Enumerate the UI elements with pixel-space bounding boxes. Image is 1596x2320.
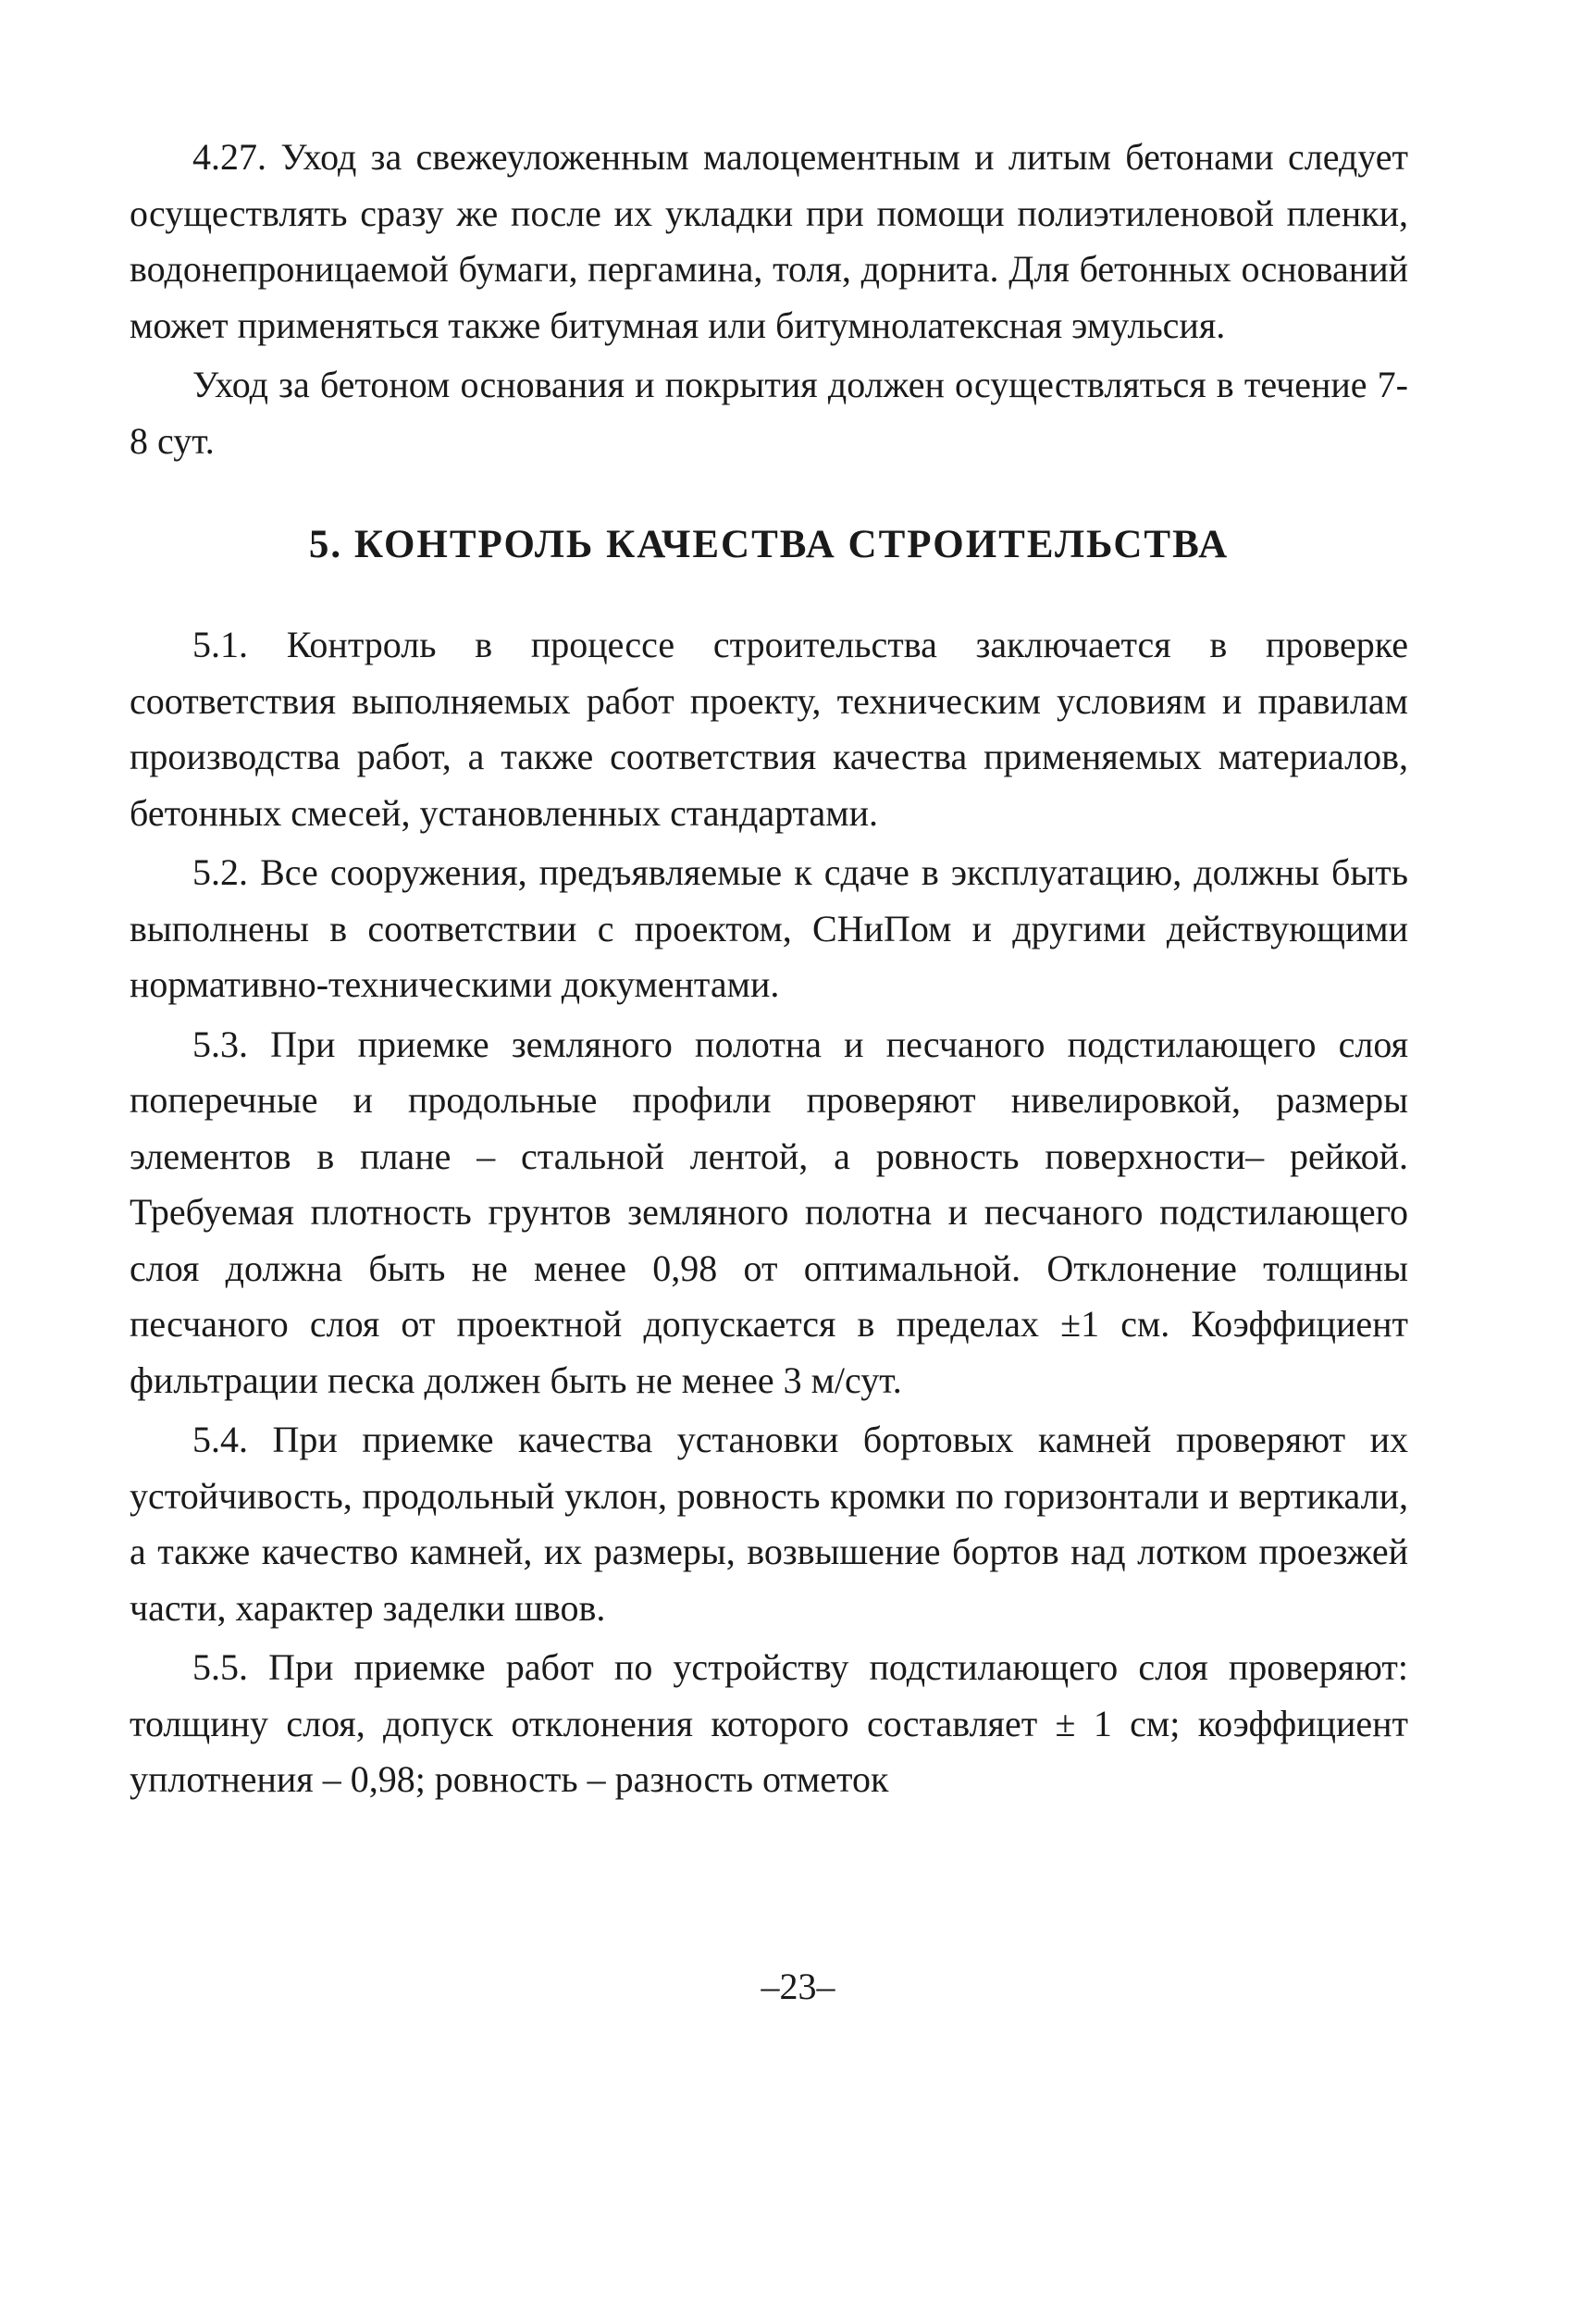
paragraph-5-5: 5.5. При приемке работ по устройству подстилающего слоя проверяют: толщину слоя, допуск отклонения которого составляет ± 1 см; коэффициент уплотнения – 0,98; ровность – разность отметок [130,1646,1408,1800]
paragraph-5-3: 5.3. При приемке земляного полотна и песчаного подстилающего слоя поперечные и продольные профили проверяют нивелировкой, размеры элементов в плане – стальной лентой, а ровность поверхности– рейкой. Требуемая плотность грунтов земляного полотна и песчаного подстилающего слоя должна быть не менее 0,98 от оптимальной. Отклонение толщины песчаного слоя от проектной допускается в пределах ±1 см. Коэффициент фильтрации песка должен быть не менее 3 м/сут. [130,1023,1408,1401]
paragraph-5-4: 5.4. При приемке качества установки бортовых камней проверяют их устойчивость, продольный уклон, ровность кромки по горизонтали и вертикали, а также качество камней, их размеры, возвышение бортов над лотком проезжей части, характер заделки швов. [130,1419,1408,1629]
document-page [130,130,1408,1812]
paragraph-4-27: 4.27. Уход за свежеуложенным малоцементным и литым бетонами следует осуществлять сразу же после их укладки при помощи полиэтиленовой пленки, водонепроницаемой бумаги, пергамина, толя, дорнита. Для бетонных оснований может применяться также битумная или битумнолатексная эмульсия. [130,136,1408,346]
paragraph-curing-duration: Уход за бетоном основания и покрытия должен осуществляться в течение 7-8 сут. [130,364,1408,462]
paragraph-5-1: 5.1. Контроль в процессе строительства заключается в проверке соответствия выполняемых работ проекту, техническим условиям и правилам производства работ, а также соответствия качества применяемых материалов, бетонных смесей, установленных стандартами. [130,624,1408,834]
page-number: –23– [761,1966,835,2007]
paragraph-5-2: 5.2. Все сооружения, предъявляемые к сдаче в эксплуатацию, должны быть выполнены в соответствии с проектом, СНиПом и другими действующими нормативно-техническими документами. [130,851,1408,1005]
section-heading: 5. КОНТРОЛЬ КАЧЕСТВА СТРОИТЕЛЬСТВА [308,523,1230,566]
